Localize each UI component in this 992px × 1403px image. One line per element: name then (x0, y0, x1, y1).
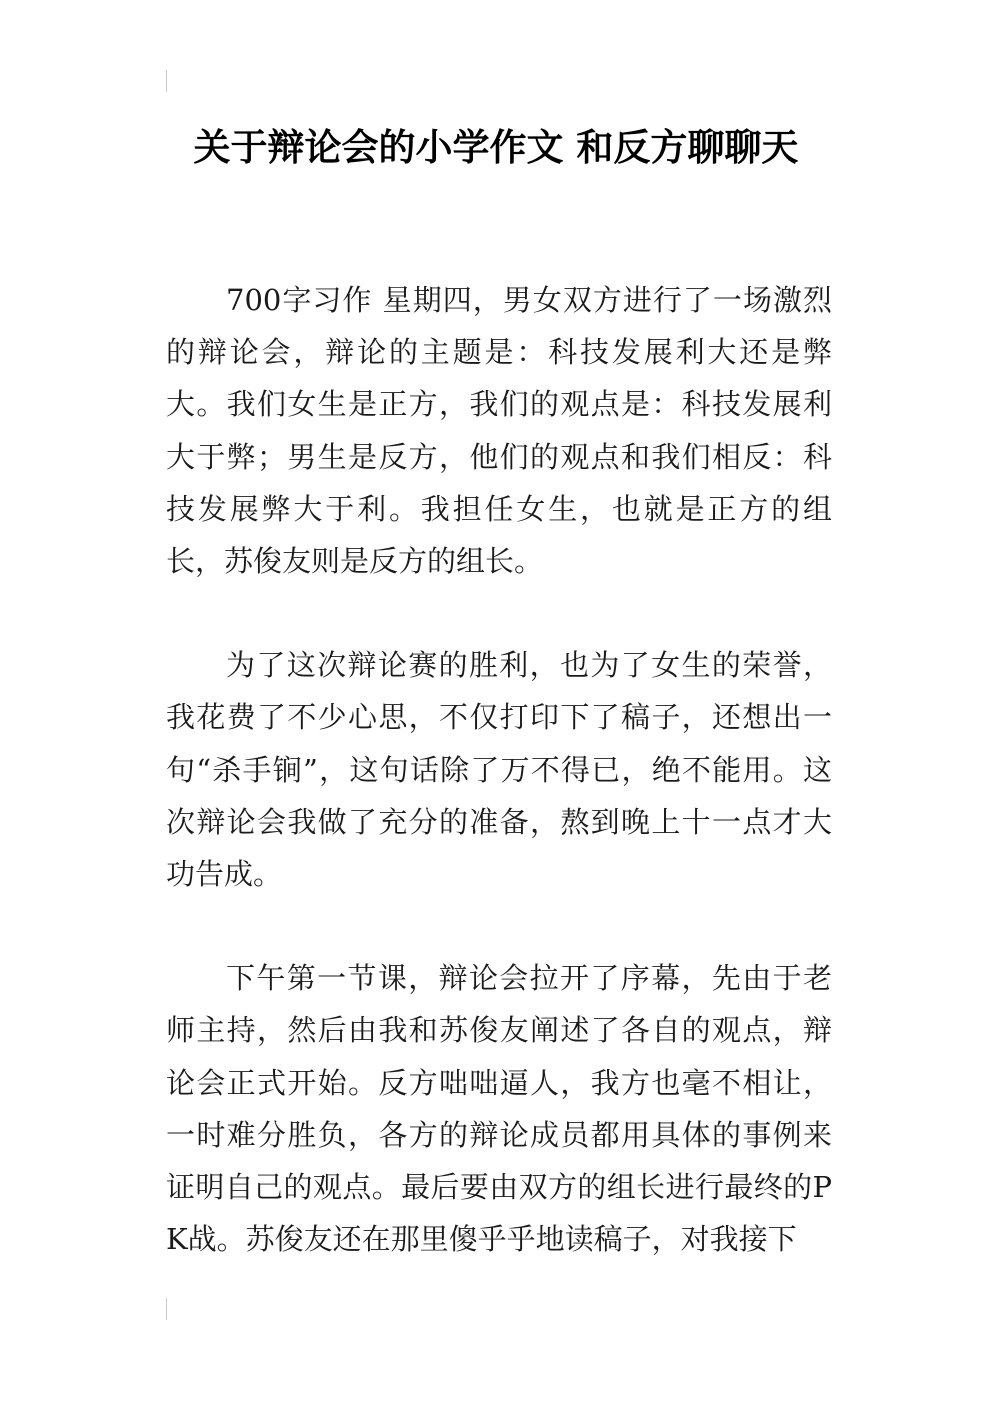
paragraph-1: 700字习作 星期四，男女双方进行了一场激烈的辩论会，辩论的主题是：科技发展利大还是弊大。我们女生是正方，我们的观点是：科技发展利大于弊；男生是反方，他们的观点和我们相反：科技发展弊大于利。我担任女生，也就是正方的组长，苏俊友则是反方的组长。 (166, 283, 832, 579)
document-title: 关于辩论会的小学作文 和反方聊聊天 (193, 126, 799, 169)
document-body (166, 274, 832, 1265)
page-corner-mark-top (166, 70, 167, 92)
page-corner-mark-bottom (166, 1298, 167, 1320)
paragraph-3: 下午第一节课，辩论会拉开了序幕，先由于老师主持，然后由我和苏俊友阐述了各自的观点，辩论会正式开始。反方咄咄逼人，我方也毫不相让，一时难分胜负，各方的辩论成员都用具体的事例来证明自己的观点。最后要由双方的组长进行最终的PK战。苏俊友还在那里傻乎乎地读稿子，对我接下 (166, 961, 832, 1257)
paragraph-2: 为了这次辩论赛的胜利，也为了女生的荣誉，我花费了不少心思，不仅打印下了稿子，还想出一句“杀手锏”，这句话除了万不得已，绝不能用。这次辩论会我做了充分的准备，熬到晚上十一点才大功告成。 (166, 648, 832, 892)
